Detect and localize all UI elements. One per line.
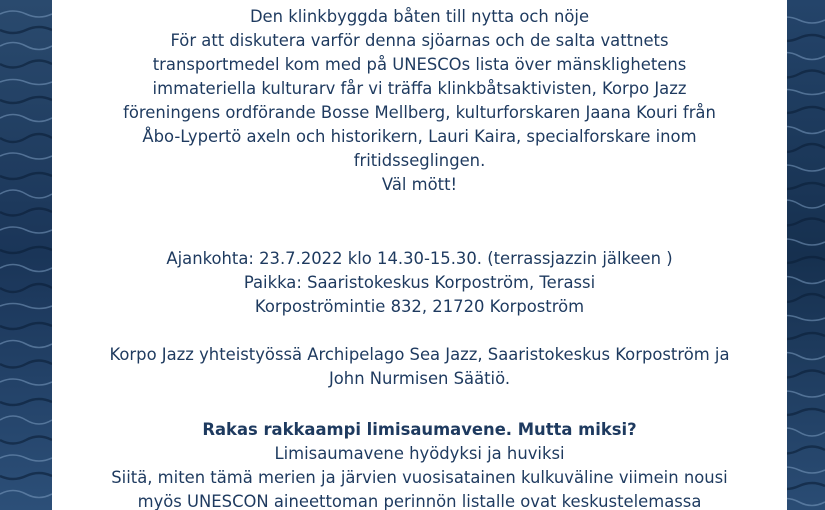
finnish-subtitle: Limisaumavene hyödyksi ja huviksi bbox=[274, 444, 565, 463]
finnish-title: Rakas rakkaampi limisaumavene. Mutta miksi? bbox=[202, 420, 637, 439]
water-background-left bbox=[0, 0, 52, 510]
swedish-welcome: Väl mött! bbox=[381, 175, 458, 194]
water-texture bbox=[0, 0, 52, 510]
event-address: Korpoströmintie 832, 21720 Korpoström bbox=[254, 297, 585, 316]
swedish-subtitle: Den klinkbyggda båten till nytta och nöje bbox=[249, 7, 590, 26]
event-place: Paikka: Saaristokeskus Korpoström, Terassi bbox=[243, 273, 596, 292]
finnish-body: Siitä, miten tämä merien ja järvien vuosisatainen kulkuväline viimein nousi myös UNESCON aineettoman perinnön listalle ovat keskustelemassa bbox=[111, 468, 728, 510]
swedish-body: För att diskutera varför denna sjöarnas och de salta vattnets transportmedel kom med på UNESCOs lista över mänsklighetens immateriella kulturarv får vi träffa klinkbåtsaktivisten, Korpo Jazz föreningens ordförande Bosse Mellberg, kulturforskaren Jaana Kouri från Åbo-Lypertö axeln och historikern, Lauri Kaira, specialforskare inom fritidsseglingen. bbox=[123, 31, 716, 170]
cooperation-text: Korpo Jazz yhteistyössä Archipelago Sea Jazz, Saaristokeskus Korpoström ja John Nurmisen Säätiö. bbox=[109, 345, 730, 388]
event-time: Ajankohta: 23.7.2022 klo 14.30-15.30. (terrassjazzin jälkeen ) bbox=[166, 249, 673, 268]
flyer-page bbox=[52, 0, 787, 510]
